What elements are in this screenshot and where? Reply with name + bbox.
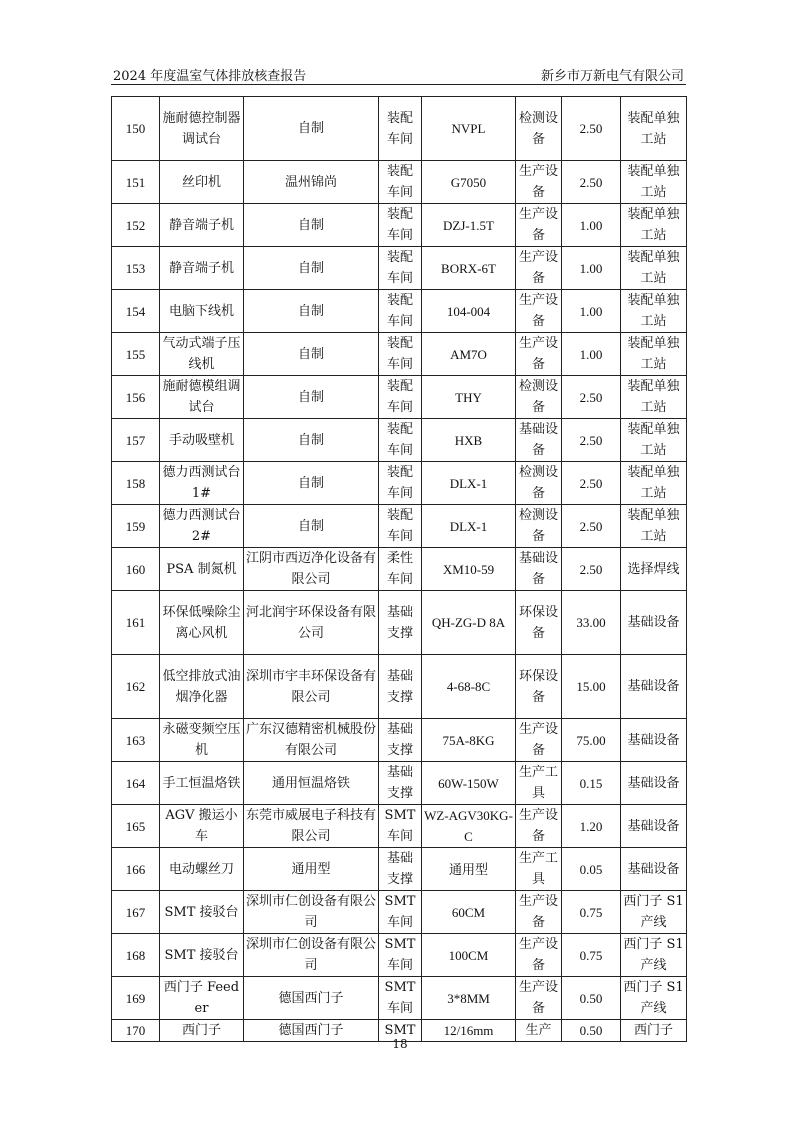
model-cell: G7050 <box>422 161 516 204</box>
table-row <box>112 591 687 655</box>
power-cell: 33.00 <box>562 591 621 655</box>
location-cell: 装配车间 <box>379 204 422 247</box>
station-cell: 装配单独工站 <box>621 333 687 376</box>
manufacturer-cell: 德国西门子 <box>244 977 379 1020</box>
manufacturer-cell: 自制 <box>244 97 379 161</box>
station-cell: 装配单独工站 <box>621 505 687 548</box>
power-cell: 0.50 <box>562 977 621 1020</box>
table-row <box>112 762 687 805</box>
station-cell: 装配单独工站 <box>621 462 687 505</box>
power-cell: 0.05 <box>562 848 621 891</box>
location-cell: 基础支撑 <box>379 762 422 805</box>
manufacturer-cell: 江阴市西迈净化设备有限公司 <box>244 548 379 591</box>
table-row <box>112 505 687 548</box>
model-cell: NVPL <box>422 97 516 161</box>
power-cell: 1.00 <box>562 247 621 290</box>
station-cell: 装配单独工站 <box>621 161 687 204</box>
row-number-cell: 166 <box>112 848 160 891</box>
category-cell: 生产设备 <box>516 934 562 977</box>
equipment-name-cell: 西门子 Feeder <box>160 977 244 1020</box>
equipment-name-cell: 西门子 <box>160 1020 244 1042</box>
row-number-cell: 163 <box>112 719 160 762</box>
manufacturer-cell: 通用恒温烙铁 <box>244 762 379 805</box>
row-number-cell: 160 <box>112 548 160 591</box>
equipment-name-cell: AGV 搬运小车 <box>160 805 244 848</box>
table-row <box>112 204 687 247</box>
model-cell: AM7O <box>422 333 516 376</box>
model-cell: 60CM <box>422 891 516 934</box>
model-cell: THY <box>422 376 516 419</box>
table-row <box>112 376 687 419</box>
power-cell: 2.50 <box>562 376 621 419</box>
equipment-name-cell: 气动式端子压线机 <box>160 333 244 376</box>
category-cell: 基础设备 <box>516 419 562 462</box>
manufacturer-cell: 深圳市宇丰环保设备有限公司 <box>244 655 379 719</box>
table-row <box>112 462 687 505</box>
power-cell: 0.50 <box>562 1020 621 1042</box>
model-cell: 75A-8KG <box>422 719 516 762</box>
power-cell: 1.00 <box>562 290 621 333</box>
category-cell: 生产设备 <box>516 891 562 934</box>
station-cell: 选择焊线 <box>621 548 687 591</box>
manufacturer-cell: 东莞市威展电子科技有限公司 <box>244 805 379 848</box>
power-cell: 1.00 <box>562 333 621 376</box>
station-cell: 基础设备 <box>621 591 687 655</box>
model-cell: 100CM <box>422 934 516 977</box>
table-row <box>112 548 687 591</box>
table-row <box>112 934 687 977</box>
equipment-name-cell: 施耐德模组调试台 <box>160 376 244 419</box>
manufacturer-cell: 自制 <box>244 204 379 247</box>
row-number-cell: 154 <box>112 290 160 333</box>
table-row <box>112 97 687 161</box>
station-cell: 西门子 S1 产线 <box>621 977 687 1020</box>
table-row <box>112 719 687 762</box>
equipment-name-cell: 电脑下线机 <box>160 290 244 333</box>
model-cell: 104-004 <box>422 290 516 333</box>
row-number-cell: 156 <box>112 376 160 419</box>
power-cell: 75.00 <box>562 719 621 762</box>
equipment-name-cell: SMT 接驳台 <box>160 934 244 977</box>
manufacturer-cell: 深圳市仁创设备有限公司 <box>244 934 379 977</box>
manufacturer-cell: 通用型 <box>244 848 379 891</box>
location-cell: 装配车间 <box>379 97 422 161</box>
row-number-cell: 165 <box>112 805 160 848</box>
equipment-name-cell: 电动螺丝刀 <box>160 848 244 891</box>
station-cell: 基础设备 <box>621 762 687 805</box>
category-cell: 生产设备 <box>516 333 562 376</box>
equipment-name-cell: 永磁变频空压机 <box>160 719 244 762</box>
row-number-cell: 153 <box>112 247 160 290</box>
station-cell: 装配单独工站 <box>621 97 687 161</box>
table-row <box>112 655 687 719</box>
model-cell: DLX-1 <box>422 505 516 548</box>
row-number-cell: 168 <box>112 934 160 977</box>
category-cell: 检测设备 <box>516 376 562 419</box>
location-cell: 装配车间 <box>379 333 422 376</box>
location-cell: SMT <box>379 1020 422 1042</box>
row-number-cell: 158 <box>112 462 160 505</box>
power-cell: 2.50 <box>562 161 621 204</box>
manufacturer-cell: 自制 <box>244 290 379 333</box>
station-cell: 基础设备 <box>621 848 687 891</box>
model-cell: 3*8MM <box>422 977 516 1020</box>
manufacturer-cell: 自制 <box>244 419 379 462</box>
power-cell: 2.50 <box>562 97 621 161</box>
manufacturer-cell: 自制 <box>244 333 379 376</box>
category-cell: 生产工具 <box>516 762 562 805</box>
model-cell: QH-ZG-D 8A <box>422 591 516 655</box>
manufacturer-cell: 德国西门子 <box>244 1020 379 1042</box>
power-cell: 1.00 <box>562 204 621 247</box>
table-row <box>112 290 687 333</box>
model-cell: HXB <box>422 419 516 462</box>
location-cell: 基础支撑 <box>379 655 422 719</box>
category-cell: 生产设备 <box>516 161 562 204</box>
equipment-name-cell: 静音端子机 <box>160 247 244 290</box>
equipment-name-cell: 施耐德控制器调试台 <box>160 97 244 161</box>
category-cell: 生产工具 <box>516 848 562 891</box>
category-cell: 生产设备 <box>516 977 562 1020</box>
company-name: 新乡市万新电气有限公司 <box>540 69 684 84</box>
location-cell: SMT 车间 <box>379 805 422 848</box>
category-cell: 生产 <box>516 1020 562 1042</box>
category-cell: 检测设备 <box>516 462 562 505</box>
station-cell: 基础设备 <box>621 719 687 762</box>
station-cell: 装配单独工站 <box>621 290 687 333</box>
model-cell: 12/16mm <box>422 1020 516 1042</box>
manufacturer-cell: 温州锦尚 <box>244 161 379 204</box>
category-cell: 生产设备 <box>516 204 562 247</box>
model-cell: DZJ-1.5T <box>422 204 516 247</box>
power-cell: 2.50 <box>562 548 621 591</box>
table-row <box>112 419 687 462</box>
station-cell: 西门子 <box>621 1020 687 1042</box>
row-number-cell: 151 <box>112 161 160 204</box>
model-cell: XM10-59 <box>422 548 516 591</box>
location-cell: SMT 车间 <box>379 891 422 934</box>
manufacturer-cell: 自制 <box>244 505 379 548</box>
table-row <box>112 805 687 848</box>
equipment-table-body <box>112 97 687 1042</box>
location-cell: 基础支撑 <box>379 848 422 891</box>
model-cell: WZ-AGV30KG-C <box>422 805 516 848</box>
row-number-cell: 164 <box>112 762 160 805</box>
model-cell: 4-68-8C <box>422 655 516 719</box>
power-cell: 15.00 <box>562 655 621 719</box>
equipment-name-cell: 低空排放式油烟净化器 <box>160 655 244 719</box>
model-cell: BORX-6T <box>422 247 516 290</box>
model-cell: 通用型 <box>422 848 516 891</box>
row-number-cell: 155 <box>112 333 160 376</box>
row-number-cell: 167 <box>112 891 160 934</box>
manufacturer-cell: 河北润宇环保设备有限公司 <box>244 591 379 655</box>
category-cell: 生产设备 <box>516 247 562 290</box>
page-number: 18 <box>392 1037 408 1051</box>
location-cell: 基础支撑 <box>379 719 422 762</box>
equipment-name-cell: 静音端子机 <box>160 204 244 247</box>
category-cell: 环保设备 <box>516 591 562 655</box>
location-cell: SMT 车间 <box>379 977 422 1020</box>
category-cell: 检测设备 <box>516 97 562 161</box>
table-row <box>112 161 687 204</box>
station-cell: 西门子 S1 产线 <box>621 891 687 934</box>
location-cell: 装配车间 <box>379 462 422 505</box>
category-cell: 生产设备 <box>516 719 562 762</box>
power-cell: 1.20 <box>562 805 621 848</box>
equipment-name-cell: 手动吸壁机 <box>160 419 244 462</box>
manufacturer-cell: 深圳市仁创设备有限公司 <box>244 891 379 934</box>
station-cell: 装配单独工站 <box>621 247 687 290</box>
power-cell: 2.50 <box>562 505 621 548</box>
manufacturer-cell: 自制 <box>244 462 379 505</box>
row-number-cell: 169 <box>112 977 160 1020</box>
model-cell: 60W-150W <box>422 762 516 805</box>
table-row <box>112 891 687 934</box>
station-cell: 基础设备 <box>621 805 687 848</box>
category-cell: 生产设备 <box>516 805 562 848</box>
equipment-table <box>111 96 687 1042</box>
station-cell: 装配单独工站 <box>621 376 687 419</box>
row-number-cell: 170 <box>112 1020 160 1042</box>
table-row <box>112 977 687 1020</box>
manufacturer-cell: 自制 <box>244 247 379 290</box>
location-cell: 装配车间 <box>379 290 422 333</box>
station-cell: 西门子 S1 产线 <box>621 934 687 977</box>
location-cell: 装配车间 <box>379 419 422 462</box>
table-row <box>112 848 687 891</box>
row-number-cell: 161 <box>112 591 160 655</box>
location-cell: 柔性车间 <box>379 548 422 591</box>
equipment-name-cell: 环保低噪除尘离心风机 <box>160 591 244 655</box>
manufacturer-cell: 自制 <box>244 376 379 419</box>
equipment-name-cell: 手工恒温烙铁 <box>160 762 244 805</box>
location-cell: 装配车间 <box>379 505 422 548</box>
category-cell: 生产设备 <box>516 290 562 333</box>
category-cell: 环保设备 <box>516 655 562 719</box>
manufacturer-cell: 广东汉德精密机械股份有限公司 <box>244 719 379 762</box>
category-cell: 检测设备 <box>516 505 562 548</box>
location-cell: SMT 车间 <box>379 934 422 977</box>
power-cell: 2.50 <box>562 419 621 462</box>
equipment-name-cell: SMT 接驳台 <box>160 891 244 934</box>
row-number-cell: 162 <box>112 655 160 719</box>
power-cell: 0.15 <box>562 762 621 805</box>
row-number-cell: 150 <box>112 97 160 161</box>
power-cell: 0.75 <box>562 891 621 934</box>
table-row <box>112 333 687 376</box>
row-number-cell: 159 <box>112 505 160 548</box>
equipment-name-cell: 丝印机 <box>160 161 244 204</box>
equipment-name-cell: PSA 制氮机 <box>160 548 244 591</box>
power-cell: 0.75 <box>562 934 621 977</box>
location-cell: 装配车间 <box>379 376 422 419</box>
station-cell: 装配单独工站 <box>621 204 687 247</box>
station-cell: 基础设备 <box>621 655 687 719</box>
table-row <box>112 247 687 290</box>
location-cell: 装配车间 <box>379 247 422 290</box>
station-cell: 装配单独工站 <box>621 419 687 462</box>
location-cell: 装配车间 <box>379 161 422 204</box>
row-number-cell: 152 <box>112 204 160 247</box>
power-cell: 2.50 <box>562 462 621 505</box>
model-cell: DLX-1 <box>422 462 516 505</box>
report-title: 2024 年度温室气体排放核查报告 <box>113 69 307 84</box>
category-cell: 基础设备 <box>516 548 562 591</box>
row-number-cell: 157 <box>112 419 160 462</box>
location-cell: 基础支撑 <box>379 591 422 655</box>
page-header <box>111 62 686 85</box>
equipment-name-cell: 德力西测试台 2# <box>160 505 244 548</box>
equipment-name-cell: 德力西测试台 1# <box>160 462 244 505</box>
